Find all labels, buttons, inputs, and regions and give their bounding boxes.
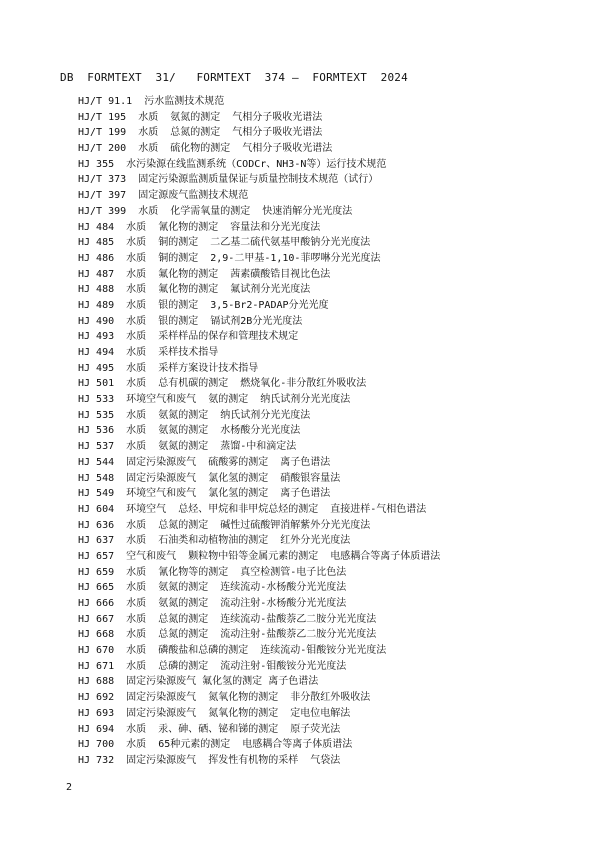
reference-item: HJ 637 水质 石油类和动植物油的测定 红外分光光度法 — [78, 535, 351, 547]
reference-item: HJ 501 水质 总有机碳的测定 燃烧氧化-非分散红外吸收法 — [78, 378, 367, 390]
reference-item: HJ/T 397 固定源废气监测技术规范 — [78, 190, 249, 202]
reference-item: HJ 549 环境空气和废气 氯化氢的测定 离子色谱法 — [78, 488, 331, 500]
reference-item: HJ 688 固定污染源废气 氟化氢的测定 离子色谱法 — [78, 676, 319, 688]
reference-item: HJ 495 水质 采样方案设计技术指导 — [78, 362, 259, 374]
reference-item: HJ/T 399 水质 化学需氧量的测定 快速消解分光光度法 — [78, 205, 353, 217]
reference-item: HJ 732 固定污染源废气 挥发性有机物的采样 气袋法 — [78, 754, 341, 766]
reference-item: HJ 536 水质 氨氮的测定 水杨酸分光光度法 — [78, 425, 301, 437]
reference-item: HJ 493 水质 采样样品的保存和管理技术规定 — [78, 331, 299, 343]
reference-item: HJ 533 环境空气和废气 氨的测定 纳氏试剂分光光度法 — [78, 394, 351, 406]
reference-item: HJ/T 373 固定污染源监测质量保证与质量控制技术规范（试行） — [78, 174, 379, 186]
reference-item: HJ/T 199 水质 总氮的测定 气相分子吸收光谱法 — [78, 127, 323, 139]
reference-item: HJ 659 水质 氰化物等的测定 真空检测管-电子比色法 — [78, 566, 347, 578]
reference-item: HJ 488 水质 氟化物的测定 氟试剂分光光度法 — [78, 284, 311, 296]
reference-item: HJ 484 水质 氰化物的测定 容量法和分光光度法 — [78, 221, 321, 233]
reference-item: HJ 537 水质 氨氮的测定 蒸馏-中和滴定法 — [78, 441, 297, 453]
reference-item: HJ 535 水质 氨氮的测定 纳氏试剂分光光度法 — [78, 409, 311, 421]
reference-item: HJ 487 水质 氟化物的测定 茜素磺酸锆目视比色法 — [78, 268, 331, 280]
reference-item: HJ 489 水质 银的测定 3,5-Br2-PADAP分光光度 — [78, 299, 329, 311]
reference-item: HJ 486 水质 铜的测定 2,9-二甲基-1,10-菲啰啉分光光度法 — [78, 252, 381, 264]
reference-item: HJ 671 水质 总磷的测定 流动注射-钼酸铵分光光度法 — [78, 660, 347, 672]
reference-item: HJ 666 水质 氨氮的测定 流动注射-水杨酸分光光度法 — [78, 598, 347, 609]
reference-item: HJ 548 固定污染源废气 氯化氢的测定 硝酸银容量法 — [78, 472, 341, 484]
reference-item: HJ/T 195 水质 氨氮的测定 气相分子吸收光谱法 — [78, 111, 323, 123]
reference-item: HJ 670 水质 磷酸盐和总磷的测定 连续流动-钼酸铵分光光度法 — [78, 645, 387, 657]
reference-item: HJ 657 空气和废气 颗粒物中铅等金属元素的测定 电感耦合等离子体质谱法 — [78, 550, 441, 562]
reference-item: HJ 490 水质 银的测定 镉试剂2B分光光度法 — [78, 315, 303, 327]
reference-list — [78, 94, 440, 769]
document-header: DB FORMTEXT 31/ FORMTEXT 374 — FORMTEXT 2024 — [60, 71, 408, 84]
reference-item: HJ 665 水质 氨氮的测定 连续流动-水杨酸分光光度法 — [78, 582, 347, 594]
page-number: 2 — [66, 782, 73, 793]
reference-item: HJ 700 水质 65种元素的测定 电感耦合等离子体质谱法 — [78, 739, 353, 751]
reference-item: HJ 494 水质 采样技术指导 — [78, 347, 219, 358]
reference-item: HJ 355 水污染源在线监测系统（CODCr、NH3-N等）运行技术规范 — [78, 158, 387, 170]
reference-item: HJ 667 水质 总氮的测定 连续流动-盐酸萘乙二胺分光光度法 — [78, 613, 377, 625]
reference-item: HJ 692 固定污染源废气 氮氧化物的测定 非分散红外吸收法 — [78, 692, 371, 704]
reference-item: HJ 668 水质 总氮的测定 流动注射-盐酸萘乙二胺分光光度法 — [78, 629, 377, 641]
reference-item: HJ/T 200 水质 硫化物的测定 气相分子吸收光谱法 — [78, 143, 333, 155]
reference-item: HJ 485 水质 铜的测定 二乙基二硫代氨基甲酸钠分光光度法 — [78, 237, 371, 249]
reference-item: HJ 693 固定污染源废气 氮氧化物的测定 定电位电解法 — [78, 707, 351, 719]
reference-item: HJ 636 水质 总氮的测定 碱性过硫酸钾消解紫外分光光度法 — [78, 519, 371, 531]
reference-item: HJ/T 91.1 污水监测技术规范 — [78, 96, 225, 107]
reference-item: HJ 604 环境空气 总烃、甲烷和非甲烷总烃的测定 直接进样-气相色谱法 — [78, 503, 427, 515]
reference-item: HJ 544 固定污染源废气 硫酸雾的测定 离子色谱法 — [78, 456, 331, 468]
reference-item: HJ 694 水质 汞、砷、硒、铋和锑的测定 原子荧光法 — [78, 723, 341, 735]
